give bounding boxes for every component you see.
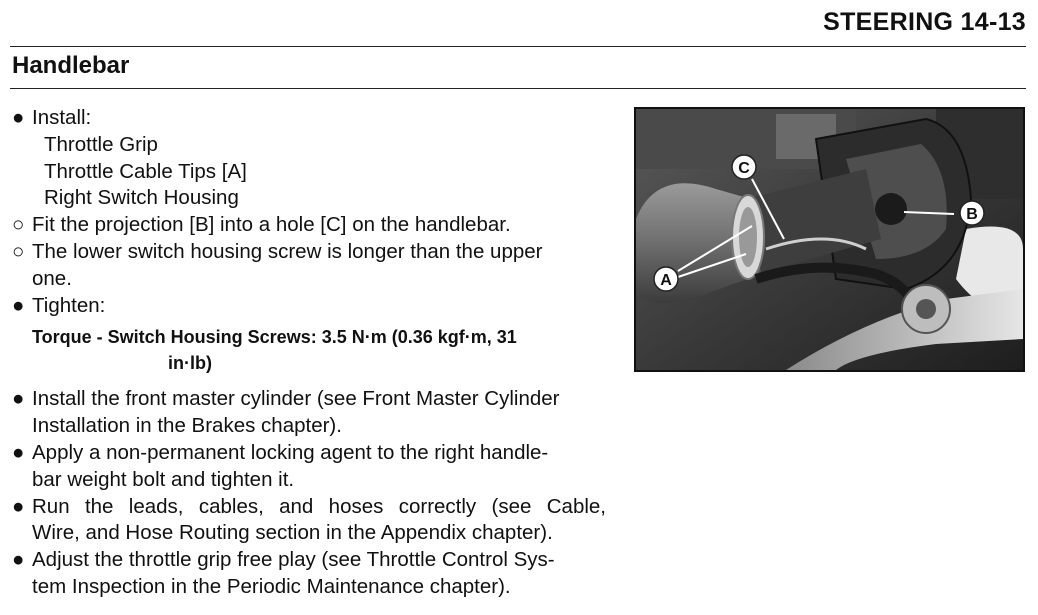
step-install: [12, 105, 606, 132]
procedure-text: [12, 105, 606, 601]
note-projection: [12, 212, 606, 239]
step-tighten: [12, 293, 606, 320]
torque-spec: [12, 324, 606, 376]
step-text-continued: bar weight bolt and tighten it.: [32, 467, 295, 491]
step-text: Adjust the throttle grip free play (see Throttle Control Sys-: [32, 548, 555, 572]
figure-code: GN06B404 P: [960, 354, 1014, 364]
bullet-mark: ●: [12, 548, 25, 572]
bullet-mark: ●: [12, 293, 25, 317]
install-item: Throttle Cable Tips [A]: [44, 159, 247, 183]
step-text-continued: Wire, and Hose Routing section in the Appendix chapter).: [32, 521, 553, 545]
photo-illustration: [636, 109, 1023, 370]
install-item: Throttle Grip: [44, 132, 158, 156]
install-label: Install:: [32, 106, 92, 129]
handlebar-photo: [634, 107, 1025, 372]
callout-c: C: [738, 160, 750, 177]
note-text: Fit the projection [B] into a hole [C] on the handlebar.: [32, 213, 511, 237]
callout-b: B: [966, 206, 978, 223]
step-text: Apply a non-permanent locking agent to the right handle-: [32, 440, 549, 464]
section-title: Handlebar: [12, 52, 130, 79]
callout-a: A: [660, 272, 672, 289]
torque-line: Torque - Switch Housing Screws: 3.5 N·m (0.36 kgf·m, 31: [32, 327, 517, 348]
note-text: The lower switch housing screw is longer than the upper: [32, 239, 543, 263]
page-header: [0, 6, 1026, 46]
note-screw-length: [12, 239, 606, 266]
step-master-cylinder: [12, 386, 606, 413]
bullet-mark: ●: [12, 387, 25, 411]
header-rule: [10, 46, 1026, 47]
section-rule: [10, 88, 1026, 89]
torque-line: in·lb): [168, 353, 212, 374]
sub-mark: ○: [12, 239, 25, 263]
bullet-mark: ●: [12, 106, 25, 129]
bullet-mark: ●: [12, 494, 25, 518]
install-item: Right Switch Housing: [44, 186, 239, 210]
tighten-label: Tighten:: [32, 293, 106, 317]
step-text: Install the front master cylinder (see Front Master Cylinder: [32, 387, 560, 411]
chapter-page-number: STEERING 14-13: [823, 8, 1026, 36]
note-text-continued: one.: [32, 266, 72, 290]
step-text: Run the leads, cables, and hoses correctly (see Cable,: [32, 494, 606, 518]
sub-mark: ○: [12, 213, 25, 237]
bullet-mark: ●: [12, 440, 25, 464]
step-locking-agent: [12, 440, 606, 467]
step-text-continued: tem Inspection in the Periodic Maintenance chapter).: [32, 574, 511, 598]
step-routing: [12, 494, 606, 521]
step-free-play: [12, 547, 606, 574]
step-text-continued: Installation in the Brakes chapter).: [32, 414, 342, 438]
